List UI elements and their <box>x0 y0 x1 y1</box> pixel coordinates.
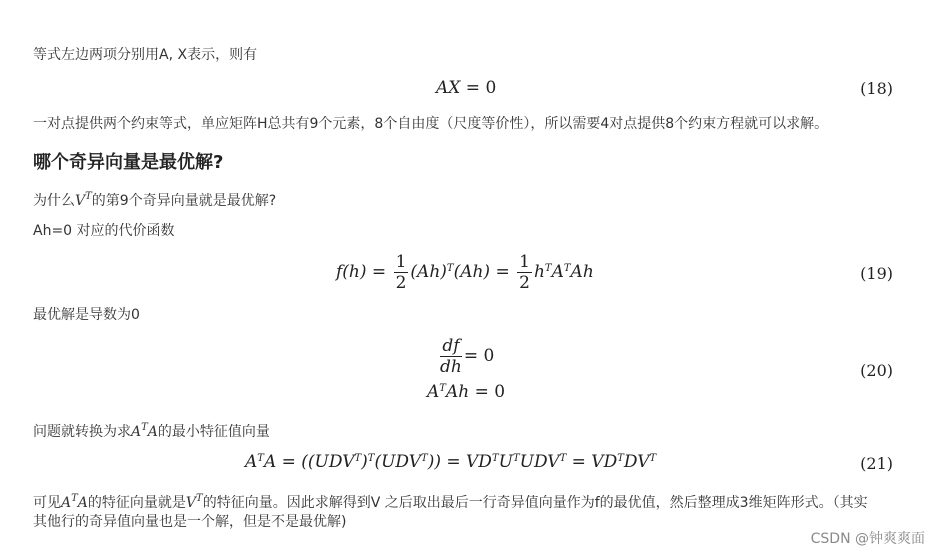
eq21-p4: (UDV <box>374 452 422 472</box>
eq21-p2: A = ((UDV <box>263 452 355 472</box>
question-paragraph <box>33 186 276 212</box>
eq19-eq1: = <box>371 262 387 282</box>
eq19-frac2 <box>517 252 532 293</box>
question-post: 的第9个奇异向量就是最优解? <box>91 193 277 209</box>
eq20-dh: dh <box>440 357 462 377</box>
eq21-p3: ) <box>361 452 368 472</box>
cost-paragraph: Ah=0 对应的代价函数 <box>33 223 175 239</box>
transform-a2: A <box>147 424 158 440</box>
eq18-lhs: AX <box>436 78 461 98</box>
conclusion-paragraph-line2: 其他行的奇异值向量也是一个解，但是不是最优解) <box>33 514 347 530</box>
eq19-frac1-den: 2 <box>395 273 407 293</box>
eq20-eq-a: = 0 <box>463 346 495 366</box>
eq21-s5: T <box>491 453 499 464</box>
equation-18 <box>436 78 496 98</box>
eq19-frac2-num: 1 <box>519 252 530 272</box>
conclusion-pre: 可见 <box>33 495 61 511</box>
eq21-s7: T <box>559 453 567 464</box>
intro-paragraph: 等式左边两项分别用A, X表示，则有 <box>33 47 258 63</box>
question-t: T <box>85 191 92 202</box>
constraint-paragraph: 一对点提供两个约束等式，单应矩阵H总共有9个元素，8个自由度（尺度等价性），所以需要4对点提供8个约束方程就可以求解。 <box>33 116 829 132</box>
eq19-f: f(h) <box>336 262 367 282</box>
eq21-s2: T <box>354 453 362 464</box>
eq21-p1: A <box>245 452 258 472</box>
conclusion-a1: A <box>61 495 72 511</box>
equation-21-number: (21) <box>860 454 893 473</box>
csdn-watermark: CSDN @钟爽爽面 <box>810 531 925 547</box>
eq19-ah3: Ah <box>570 262 594 282</box>
equation-20-line2 <box>427 382 505 402</box>
eq19-eq2: = <box>495 262 510 282</box>
equation-21 <box>245 452 656 472</box>
eq20-df: df <box>440 336 462 357</box>
equation-19 <box>336 252 594 293</box>
equation-18-number: (18) <box>860 79 893 98</box>
transform-pre: 问题就转换为求 <box>33 424 131 440</box>
conclusion-t1: T <box>71 493 78 504</box>
eq21-s8: T <box>617 453 624 464</box>
eq21-p6: U <box>498 452 513 472</box>
eq21-p7: UDV <box>519 452 560 472</box>
transform-t: T <box>141 422 148 433</box>
derivative-paragraph: 最优解是导数为0 <box>33 307 140 323</box>
eq21-p8: = VD <box>566 452 618 472</box>
eq21-s9: T <box>649 453 657 464</box>
eq20-eq-b: = 0 <box>474 382 506 402</box>
eq20-a: A <box>427 382 440 402</box>
question-v: V <box>75 193 86 209</box>
conclusion-post: 的特征向量。因此求解得到V 之后取出最后一行奇异值向量作为f的最优值，然后整理成3维矩阵形式。（其实 <box>202 495 868 511</box>
eq18-rhs: 0 <box>485 78 497 98</box>
eq19-frac1-num: 1 <box>395 252 407 272</box>
eq21-s4: T <box>421 453 428 464</box>
conclusion-v: V <box>185 495 197 511</box>
equation-20-line1 <box>438 336 494 377</box>
equation-20-number: (20) <box>860 361 893 380</box>
conclusion-t2: T <box>196 493 203 504</box>
eq19-h: h <box>533 262 545 282</box>
eq21-s3: T <box>367 453 375 464</box>
transform-post: 的最小特征值向量 <box>157 424 270 440</box>
eq21-p5: )) = VD <box>427 452 492 472</box>
eq21-p9: DV <box>623 452 650 472</box>
eq19-frac1 <box>394 252 409 293</box>
eq19-t2: T <box>544 263 552 274</box>
eq18-op: = <box>465 78 481 98</box>
eq19-t3: T <box>563 263 571 274</box>
question-pre: 为什么 <box>33 193 75 209</box>
eq21-s6: T <box>512 453 520 464</box>
eq19-ah2: (Ah) <box>453 262 491 282</box>
eq20-ah: Ah <box>445 382 470 402</box>
transform-a1: A <box>131 424 142 440</box>
eq20-frac <box>440 336 462 377</box>
eq19-a: A <box>551 262 564 282</box>
eq21-s1: T <box>257 453 264 464</box>
transform-paragraph <box>33 417 270 443</box>
equation-19-number: (19) <box>860 264 893 283</box>
conclusion-a2: A <box>77 495 88 511</box>
eq19-t1: T <box>446 263 454 274</box>
section-heading: 哪个奇异向量是最优解? <box>33 152 224 173</box>
eq19-frac2-den: 2 <box>519 273 530 293</box>
eq20-t: T <box>439 383 446 394</box>
eq19-ah1: (Ah) <box>410 262 447 282</box>
conclusion-mid: 的特征向量就是 <box>87 495 186 511</box>
